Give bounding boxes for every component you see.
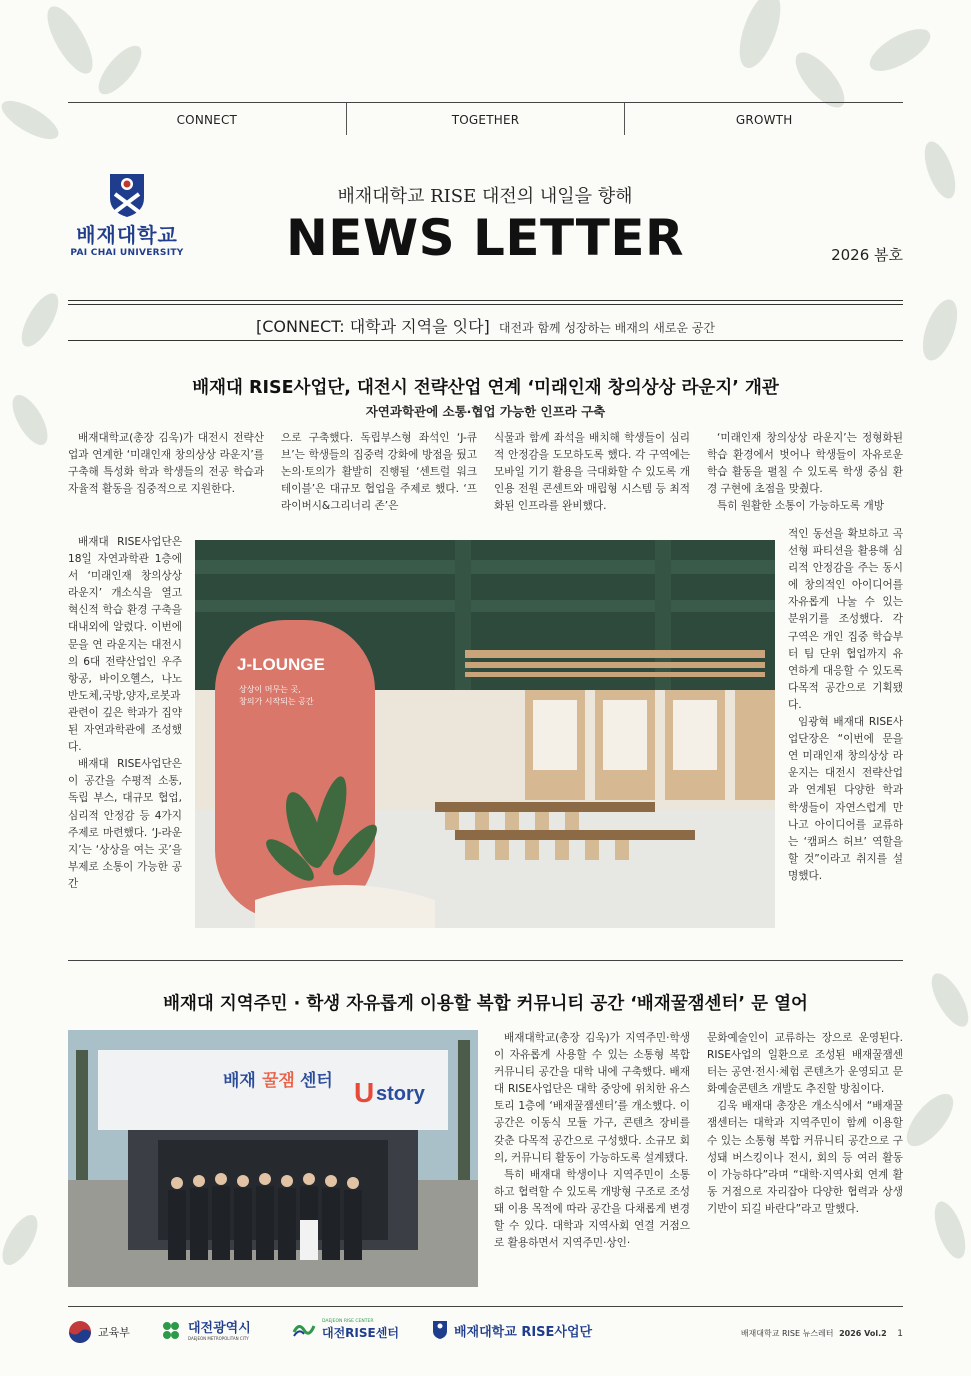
theme-main: [CONNECT: 대학과 지역을 잇다]	[255, 317, 490, 336]
article1-col4-bottom	[788, 526, 903, 885]
article1-col4-top	[707, 430, 903, 515]
paragraph: 적인 동선을 확보하고 곡선형 파티션을 활용해 심리적 안정감을 주는 동시에 창의적인 아이디어를 자유롭게 나눌 수 있는 분위기를 조성했다. 각 구역은 개인 집중 학습부터 팀 단위 협업까지 유연하게 대응할 수 있도록 다목적 공간으로 기획됐다.	[788, 528, 903, 711]
article2-headline: 배재대 지역주민 · 학생 자유롭게 이용할 복합 커뮤니티 공간 ‘배재꿀잼센터’ 문 열어	[163, 994, 808, 1014]
paragraph: 특히 배재대 학생이나 지역주민이 소통하고 협력할 수 있도록 개방형 구조로 조성돼 이용 목적에 따라 공간을 다채롭게 변경할 수 있다. 대학과 지역사회 연결 거점으로 활용하면서 지역주민·상인·	[494, 1168, 690, 1250]
org-rise-center-text	[322, 1320, 399, 1339]
nav-item-together[interactable]: TOGETHER	[451, 113, 520, 127]
footer-org-daejeon	[160, 1320, 251, 1342]
issue-label: 2026 봄호	[831, 246, 903, 264]
sign-center: 센터	[300, 1071, 333, 1091]
paragraph: 문화예술인이 교류하는 장으로 운영된다. RISE사업의 일환으로 조성된 배재꿀잼센터는 공연·전시·체험 콘텐츠가 운영되고 문화예술콘텐츠 개발도 추진할 방침이다.	[707, 1032, 903, 1096]
paichai-shield-icon	[432, 1320, 448, 1340]
sign-u: U	[354, 1077, 375, 1108]
sign-line2: 창의가 시작되는 공간	[239, 697, 314, 706]
paragraph: ‘미래인재 창의상상 라운지’는 정형화된 학습 환경에서 벗어나 학생들이 자유로운 학습 활동을 펼칠 수 있도록 학생 중심 환경 구현에 초점을 맞췄다.	[707, 432, 903, 496]
masthead-title: NEWS LETTER	[285, 209, 685, 267]
article1-col3	[494, 430, 690, 515]
paragraph: 김욱 배재대 총장은 개소식에서 “배재꿀잼센터는 대학과 지역주민이 함께 이용할 수 있는 소통형 복합 커뮤니티 공간으로 구성돼 버스킹이나 전시, 회의 등 여러 활동이 가능하다”라며 “대학·지역사회 연계 활동 거점으로 자리잡아 다양한 협력과 상생 기반이 되길 바란다”라고 말했다.	[707, 1100, 903, 1215]
footer-divider	[68, 1306, 903, 1307]
logo-name-kr: 배재대학교	[76, 223, 178, 247]
paragraph: 배재대학교(총장 김욱)가 대전시 전략산업과 연계한 ‘미래인재 창의상상 라운지’를 구축해 특성화 학과 학생들의 전공 학습과 자율적 활동을 집중적으로 지원한다.	[68, 432, 264, 496]
article1-col2	[281, 430, 477, 515]
org-rise-center-en: DAEJEON RISE CENTER	[322, 1319, 374, 1324]
theme-sub: 대전과 함께 성장하는 배재의 새로운 공간	[498, 321, 715, 335]
university-logo	[68, 172, 186, 258]
article1-subhead: 자연과학관에 소통·협업 가능한 인프라 구축	[365, 404, 606, 419]
page-info	[741, 1328, 903, 1339]
moe-emblem-icon	[68, 1320, 92, 1344]
divider	[68, 340, 903, 341]
paragraph: 임광혁 배재대 RISE사업단장은 “이번에 문을 연 미래인재 창의상상 라운지는 대전시 전략산업과 연계된 다양한 학과 학생들이 자연스럽게 만나고 아이디어를 교류하는 ‘캠퍼스 허브’ 역할을 할 것”이라고 취지를 설명했다.	[788, 716, 903, 882]
people-group	[168, 1173, 362, 1260]
section-divider	[68, 960, 903, 961]
org-daejeon-en: DAEJEON METROPOLITAN CITY	[188, 1335, 249, 1341]
daejeon-emblem-icon	[160, 1320, 182, 1342]
paragraph: 배재대 RISE사업단은 이 공간을 수평적 소통, 독립 부스, 대규모 협업, 심리적 안정감 등 4가지 주제로 마련했다. ‘J-라운지’는 ‘상상을 여는 곳’을 부제로 소통이 가능한 공간	[68, 758, 182, 890]
footer-org-moe	[68, 1320, 130, 1344]
rise-center-emblem-icon	[292, 1320, 316, 1338]
paragraph: 특히 원활한 소통이 가능하도록 개방	[717, 500, 884, 513]
top-nav	[68, 102, 903, 134]
page-number: 1	[897, 1329, 903, 1339]
footer	[68, 1312, 903, 1348]
ustory-photo	[68, 1030, 478, 1287]
article2-col1	[494, 1030, 690, 1252]
paragraph: 으로 구축했다. 독립부스형 좌석인 ‘J-큐브’는 학생들의 집중력 강화에 방점을 뒀고 논의·토의가 활발히 진행될 ‘센트럴 워크 테이블’은 대규모 협업을 주제로 했다. ‘프라이버시&그리너리 존’은	[281, 432, 477, 513]
lounge-photo	[195, 540, 775, 928]
page-vol: 2026 Vol.2	[839, 1329, 887, 1338]
theme-banner	[68, 314, 903, 337]
org-rise-center-label: 대전RISE센터	[322, 1325, 399, 1340]
divider	[68, 304, 903, 305]
paragraph: 배재대 RISE사업단은 18일 자연과학관 1층에서 ‘미래인재 창의상상 라운지’ 개소식을 열고 혁신적 학습 환경 구축을 대내외에 알렸다. 이번에 문을 연 라운지는 대전시의 6대 전략산업인 우주항공, 바이오헬스, 나노반도체,국방,양자,로봇과 관련이 깊은 학과가 집약된 자연과학관에 조성했다.	[68, 536, 182, 754]
article1-col1-top	[68, 430, 264, 498]
footer-org-paichai-rise	[432, 1320, 592, 1340]
divider	[68, 300, 903, 301]
sign-line1: 상상이 머무는 곳,	[239, 685, 301, 694]
university-shield-icon	[108, 172, 146, 218]
paragraph: 배재대학교(총장 김욱)가 지역주민·학생이 자유롭게 사용할 수 있는 소통형 복합 커뮤니티 공간을 대학 내에 구축했다. 배재대 RISE사업단은 대학 중앙에 위치한 유스토리 1층에 ‘배재꿀잼센터’를 개소했다. 이 공간은 이동식 모듈 가구, 콘텐츠 장비를 갖춘 다목적 공간으로 구성했다. 소규모 회의, 커뮤니티 활동이 가능하도록 설계됐다.	[494, 1032, 690, 1164]
org-moe-label: 교육부	[98, 1326, 130, 1339]
org-daejeon-text	[188, 1322, 251, 1341]
sign-ggul: 꿀잼	[262, 1071, 295, 1091]
org-daejeon-label: 대전광역시	[188, 1320, 251, 1336]
article1-col1-bottom	[68, 534, 182, 893]
org-paichai-rise-label: 배재대학교 RISE사업단	[454, 1324, 593, 1340]
footer-org-rise-center	[292, 1320, 399, 1339]
logo-name-en: PAI CHAI UNIVERSITY	[70, 248, 184, 258]
ustory-illustration	[68, 1030, 478, 1287]
sign-story: story	[376, 1083, 425, 1105]
sign-baejae: 배재	[223, 1071, 256, 1091]
masthead-subtitle: 배재대학교 RISE 대전의 내일을 향해	[337, 186, 633, 207]
lounge-illustration	[195, 540, 775, 928]
page-label: 배재대학교 RISE 뉴스레터	[740, 1329, 834, 1338]
article1-headline: 배재대 RISE사업단, 대전시 전략산업 연계 ‘미래인재 창의상상 라운지’ 개관	[192, 378, 779, 398]
nav-item-connect[interactable]: CONNECT	[176, 113, 238, 127]
sign-title: J-LOUNGE	[237, 655, 325, 674]
paragraph: 식물과 함께 좌석을 배치해 학생들이 심리적 안정감을 도모하도록 했다. 각 구역에는 모바일 기기 활용을 극대화할 수 있도록 개인용 전원 콘센트와 매립형 시스템 등 최적화된 인프라를 완비했다.	[494, 432, 690, 513]
nav-item-growth[interactable]: GROWTH	[735, 113, 793, 127]
article2-col2	[707, 1030, 903, 1218]
